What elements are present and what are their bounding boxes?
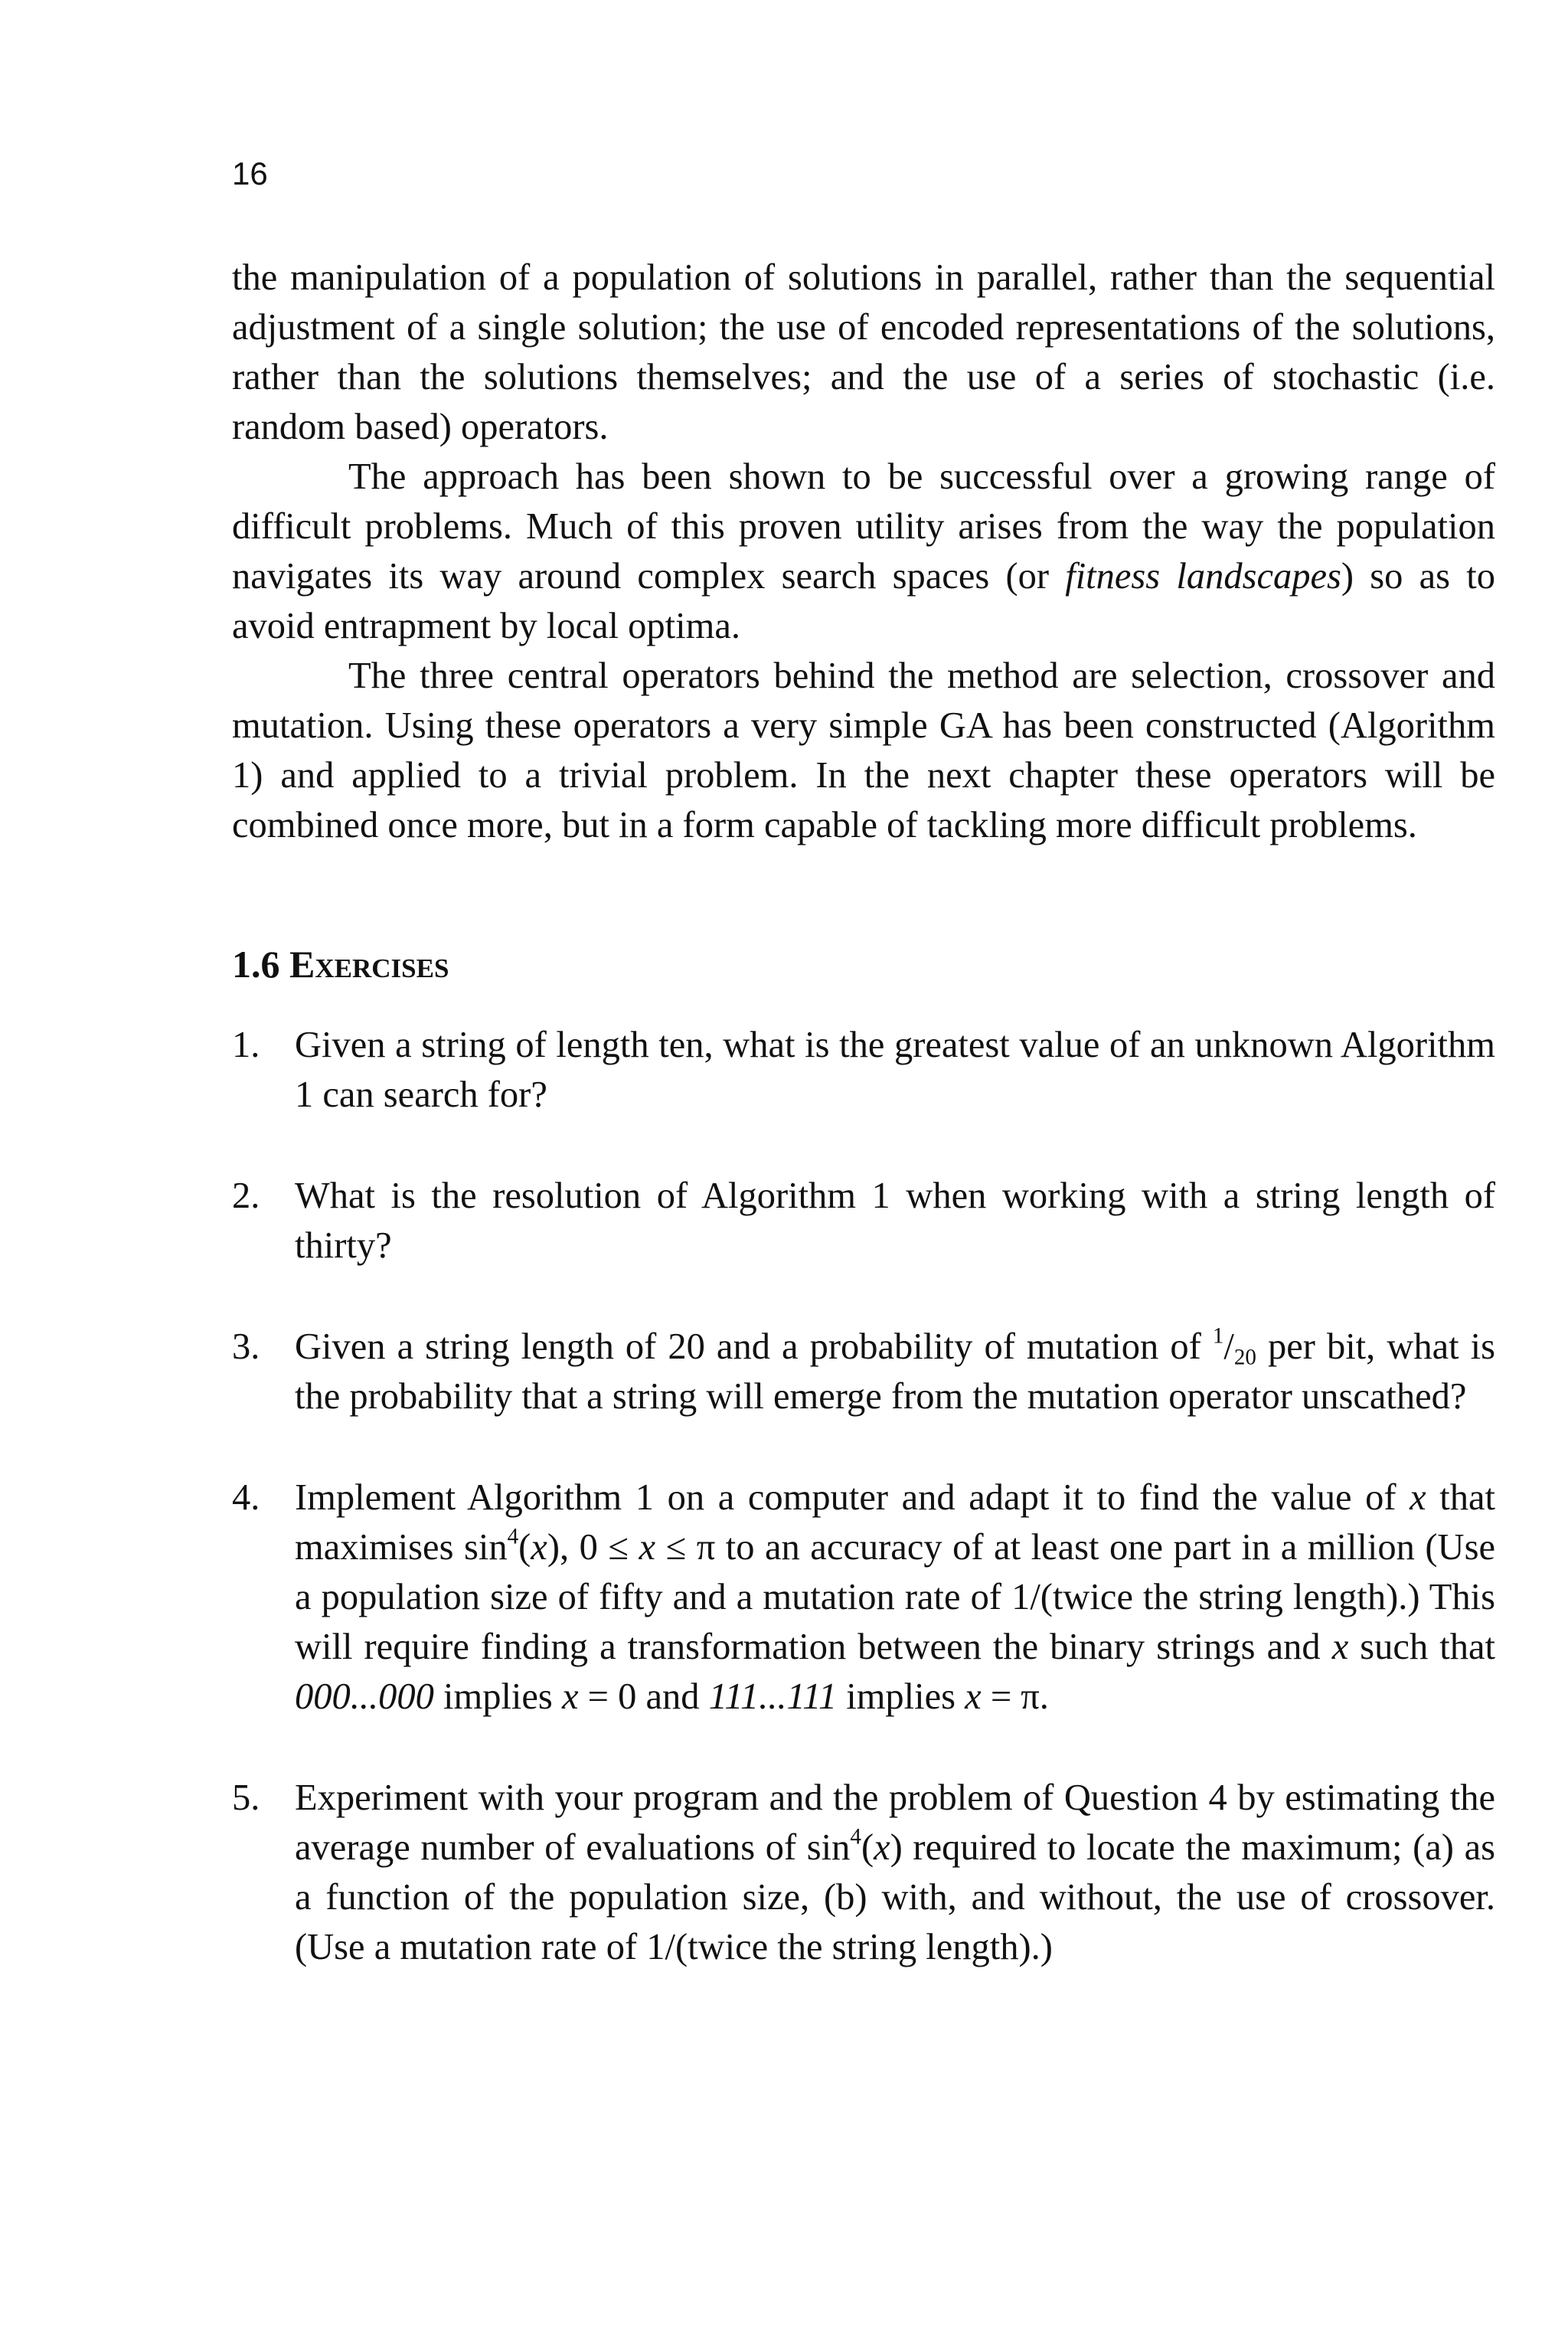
- section-heading: [232, 943, 449, 986]
- exercise-text: (: [861, 1827, 874, 1868]
- exercise-number: 1.: [232, 1025, 260, 1065]
- exercise-text: Implement Algorithm 1 on a computer and adapt it to find the value of: [295, 1477, 1410, 1518]
- section-title: Exercises: [289, 943, 449, 986]
- exercise-5: [232, 1773, 1495, 1972]
- math-exponent: 4: [850, 1824, 861, 1849]
- exercise-4: [232, 1473, 1495, 1722]
- math-exponent: 4: [507, 1524, 519, 1549]
- exercise-text-b: per bit, what is the probability that a string will emerge from the mutation operator unscathed?: [295, 1326, 1495, 1417]
- binary-string-ones: 111...111: [708, 1676, 838, 1717]
- exercise-text: ) required to locate the maximum; (a) as a function of the population size, (b) with, and without, the use of crossover. (Use a mutation rate of 1/(twice the string length).): [295, 1827, 1495, 1967]
- exercise-text: such that: [1348, 1627, 1495, 1667]
- exercise-text: ≤ π to an accuracy of at least one part in a million (Use a population size of fifty and a mutation rate of 1/(twice the string length).) This will require finding a transformation between the binary strings and: [295, 1527, 1495, 1667]
- math-variable: x: [1410, 1477, 1426, 1518]
- paragraph-2-text-b: ) so as to avoid entrapment by local optima.: [232, 556, 1495, 646]
- paragraph-2-text-a: The approach has been shown to be successful over a growing range of difficult problems. Much of this proven utility arises from the way the population navigates its way around complex search spaces (or: [232, 456, 1495, 597]
- exercise-2: [232, 1171, 1495, 1271]
- exercise-list: [232, 1020, 1495, 1972]
- exercise-text: = 0 and: [578, 1676, 709, 1717]
- exercise-number: 3.: [232, 1326, 260, 1367]
- exercise-text: that maximises sin: [295, 1477, 1496, 1568]
- exercise-text: = π.: [981, 1676, 1049, 1717]
- paragraph-1: the manipulation of a population of solutions in parallel, rather than the sequential adjustment of a single solution; the use of encoded representations of the solutions, rather than the solutions themselves; and the use of a series of stochastic (i.e. random based) operators.: [232, 257, 1495, 447]
- exercise-number: 2.: [232, 1176, 260, 1216]
- exercise-1: [232, 1020, 1495, 1120]
- paragraph-2-italic-term: fitness landscapes: [1065, 556, 1341, 597]
- paragraph-3: The three central operators behind the method are selection, crossover and mutation. Using these operators a very simple GA has been constructed (Algorithm 1) and applied to a trivial problem. In the next chapter these operators will be combined once more, but in a form capable of tackling more difficult problems.: [232, 656, 1495, 845]
- section-number: 1.6: [232, 943, 280, 986]
- exercise-text: (: [518, 1527, 531, 1568]
- math-variable: x: [1331, 1627, 1349, 1667]
- math-variable: x: [965, 1676, 982, 1717]
- exercise-text: implies: [837, 1676, 965, 1717]
- math-variable: x: [531, 1527, 547, 1568]
- exercise-text: Given a string of length ten, what is the greatest value of an unknown Algorithm 1 can search for?: [295, 1025, 1495, 1115]
- math-variable: x: [639, 1527, 656, 1568]
- exercise-text: Experiment with your program and the problem of Question 4 by estimating the average number of evaluations of sin: [295, 1777, 1495, 1868]
- exercise-3: 3. Given a string length of 20 and a probability of mutation of $^1/_{20}$ per bit, what is the probability that a string will emerge from the mutation operator unscathed?: [232, 1322, 1495, 1421]
- exercise-text: What is the resolution of Algorithm 1 when working with a string length of thirty?: [295, 1176, 1495, 1266]
- math-variable: x: [561, 1676, 579, 1717]
- exercise-number: 4.: [232, 1477, 260, 1518]
- exercise-text: ), 0 ≤: [547, 1527, 639, 1568]
- exercise-number: 5.: [232, 1777, 260, 1818]
- body-text: [232, 253, 1495, 850]
- fraction-numerator: 1: [1212, 1323, 1224, 1349]
- fraction-denominator: 20: [1233, 1345, 1256, 1370]
- exercise-text-a: Given a string length of 20 and a probability of mutation of: [295, 1326, 1213, 1367]
- math-variable: x: [874, 1827, 890, 1868]
- exercise-text: implies: [433, 1676, 562, 1717]
- binary-string-zeros: 000...000: [295, 1676, 434, 1717]
- page-number: 16: [232, 155, 268, 191]
- paragraph-2: [232, 452, 1495, 651]
